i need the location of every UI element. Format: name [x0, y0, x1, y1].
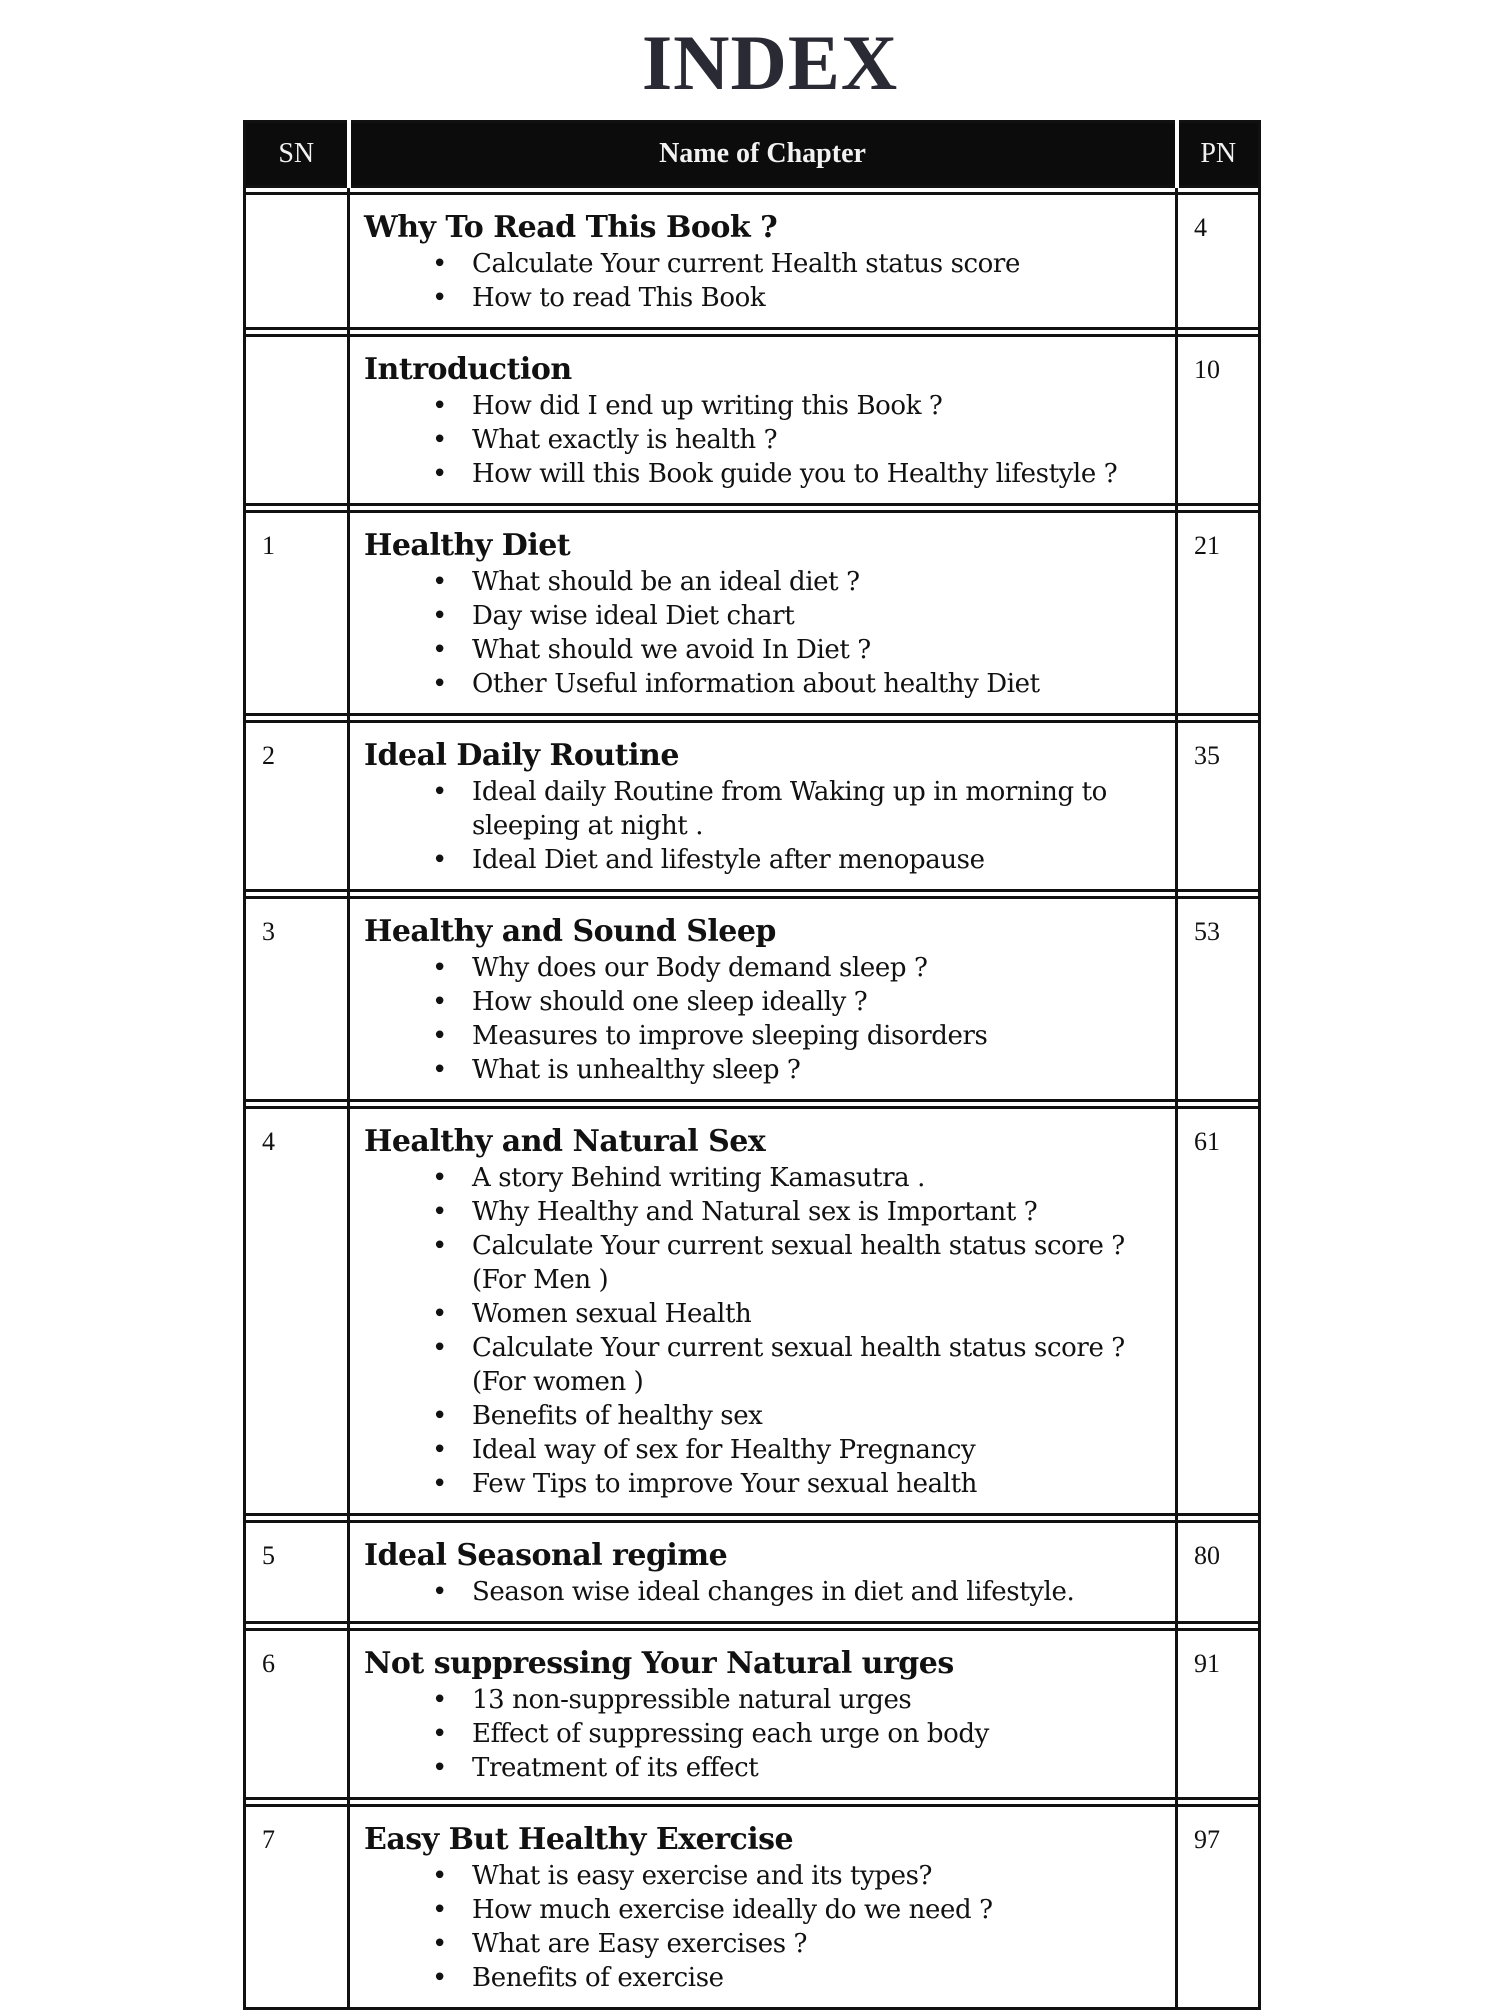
chapter-cell — [349, 1108, 1177, 1515]
topic-item: • How much exercise ideally do we need ? — [432, 1893, 1165, 1927]
row-spacer — [245, 187, 1260, 194]
page-number: 97 — [1177, 1806, 1260, 2009]
row-spacer — [245, 1623, 1260, 1630]
topic-list — [364, 1575, 1165, 1609]
topic-item: • Season wise ideal changes in diet and lifestyle. — [432, 1575, 1165, 1609]
row-spacer — [245, 715, 1260, 722]
header-row — [245, 122, 1260, 187]
topic-item: • Treatment of its effect — [432, 1751, 1165, 1785]
topic-item: • Calculate Your current sexual health status score ? (For Men ) — [432, 1229, 1165, 1297]
chapter-cell — [349, 512, 1177, 715]
page-number: 53 — [1177, 898, 1260, 1101]
topic-item: • Measures to improve sleeping disorders — [432, 1019, 1165, 1053]
serial-number: 1 — [245, 512, 349, 715]
chapter-row — [245, 1522, 1260, 1623]
chapter-title: Ideal Daily Routine — [364, 738, 679, 773]
topic-item: • How will this Book guide you to Healthy lifestyle ? — [432, 457, 1165, 491]
chapter-row — [245, 1806, 1260, 2009]
topic-item: • 13 non-suppressible natural urges — [432, 1683, 1165, 1717]
chapter-cell — [349, 194, 1177, 329]
chapter-title: Introduction — [364, 352, 572, 387]
row-spacer — [245, 1515, 1260, 1522]
chapter-row — [245, 1108, 1260, 1515]
chapter-title: Healthy and Sound Sleep — [364, 914, 776, 949]
topic-item: • Day wise ideal Diet chart — [432, 599, 1165, 633]
topic-list — [364, 247, 1165, 315]
topic-item: • Effect of suppressing each urge on body — [432, 1717, 1165, 1751]
row-spacer — [245, 1799, 1260, 1806]
serial-number: 2 — [245, 722, 349, 891]
chapter-cell — [349, 1522, 1177, 1623]
chapter-row — [245, 898, 1260, 1101]
page-column-header: PN — [1177, 122, 1260, 187]
page-number: 4 — [1177, 194, 1260, 329]
topic-item: • Calculate Your current sexual health status score ? (For women ) — [432, 1331, 1165, 1399]
topic-item: • Benefits of healthy sex — [432, 1399, 1165, 1433]
page-title: INDEX — [641, 19, 899, 106]
serial-number: 3 — [245, 898, 349, 1101]
row-spacer — [245, 891, 1260, 898]
topic-item: • Why Healthy and Natural sex is Important ? — [432, 1195, 1165, 1229]
topic-list — [364, 389, 1165, 491]
chapter-row — [245, 512, 1260, 715]
row-spacer — [245, 329, 1260, 336]
topic-item: • What is unhealthy sleep ? — [432, 1053, 1165, 1087]
topic-list — [364, 951, 1165, 1087]
sn-column-header: SN — [245, 122, 349, 187]
topic-item: • What should we avoid In Diet ? — [432, 633, 1165, 667]
chapter-cell — [349, 336, 1177, 505]
serial-number — [245, 194, 349, 329]
page-number: 10 — [1177, 336, 1260, 505]
topic-list — [364, 1683, 1165, 1785]
topic-item: • What is easy exercise and its types? — [432, 1859, 1165, 1893]
topic-list — [364, 1859, 1165, 1995]
topic-item: • A story Behind writing Kamasutra . — [432, 1161, 1165, 1195]
chapter-title: Easy But Healthy Exercise — [364, 1822, 794, 1857]
chapter-cell — [349, 722, 1177, 891]
serial-number: 5 — [245, 1522, 349, 1623]
topic-item: • Women sexual Health — [432, 1297, 1165, 1331]
page-number: 35 — [1177, 722, 1260, 891]
chapter-title: Healthy and Natural Sex — [364, 1124, 766, 1159]
chapter-title: Not suppressing Your Natural urges — [364, 1646, 954, 1681]
topic-list — [364, 1161, 1165, 1501]
topic-item: • Ideal Diet and lifestyle after menopause — [432, 843, 1165, 877]
chapter-cell — [349, 1806, 1177, 2009]
page-number: 21 — [1177, 512, 1260, 715]
chapter-title: Why To Read This Book ? — [364, 210, 778, 245]
page-number: 80 — [1177, 1522, 1260, 1623]
page-number: 61 — [1177, 1108, 1260, 1515]
row-spacer — [245, 1101, 1260, 1108]
index-body — [245, 187, 1260, 2009]
topic-list — [364, 565, 1165, 701]
index-table — [243, 120, 1261, 2010]
topic-item: • Calculate Your current Health status score — [432, 247, 1165, 281]
topic-item: • Benefits of exercise — [432, 1961, 1165, 1995]
chapter-row — [245, 1630, 1260, 1799]
topic-list — [364, 775, 1165, 877]
serial-number — [245, 336, 349, 505]
topic-item: • Ideal daily Routine from Waking up in morning to sleeping at night . — [432, 775, 1165, 843]
chapter-row — [245, 722, 1260, 891]
row-spacer — [245, 505, 1260, 512]
chapter-row — [245, 194, 1260, 329]
topic-item: • What are Easy exercises ? — [432, 1927, 1165, 1961]
topic-item: • What should be an ideal diet ? — [432, 565, 1165, 599]
chapter-title: Healthy Diet — [364, 528, 571, 563]
chapter-column-header: Name of Chapter — [349, 122, 1177, 187]
topic-item: • How should one sleep ideally ? — [432, 985, 1165, 1019]
serial-number: 6 — [245, 1630, 349, 1799]
topic-item: • How did I end up writing this Book ? — [432, 389, 1165, 423]
chapter-title: Ideal Seasonal regime — [364, 1538, 728, 1573]
page-number: 91 — [1177, 1630, 1260, 1799]
topic-item: • Other Useful information about healthy Diet — [432, 667, 1165, 701]
serial-number: 7 — [245, 1806, 349, 2009]
chapter-cell — [349, 1630, 1177, 1799]
topic-item: • Few Tips to improve Your sexual health — [432, 1467, 1165, 1501]
topic-item: • What exactly is health ? — [432, 423, 1165, 457]
serial-number: 4 — [245, 1108, 349, 1515]
chapter-row — [245, 336, 1260, 505]
chapter-cell — [349, 898, 1177, 1101]
topic-item: • Ideal way of sex for Healthy Pregnancy — [432, 1433, 1165, 1467]
topic-item: • Why does our Body demand sleep ? — [432, 951, 1165, 985]
topic-item: • How to read This Book — [432, 281, 1165, 315]
